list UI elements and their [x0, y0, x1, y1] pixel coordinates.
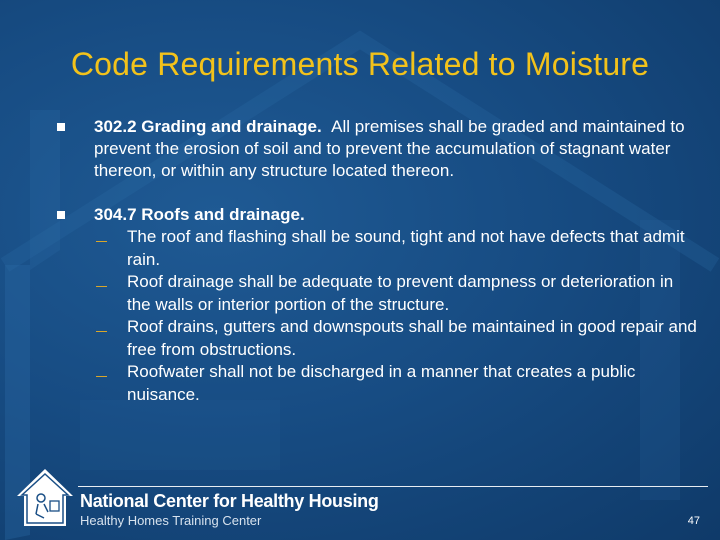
- footer-divider: [78, 486, 708, 487]
- list-item: [94, 361, 697, 406]
- bullet-grading-drainage: [57, 116, 697, 182]
- bullet-heading: 302.2 Grading and drainage.: [94, 117, 322, 136]
- dash-bullet-icon: [96, 331, 107, 332]
- slide-content: [57, 116, 697, 406]
- bullet-heading: 304.7 Roofs and drainage.: [94, 205, 305, 224]
- list-item-text: The roof and flashing shall be sound, tight and not have defects that admit rain.: [127, 227, 685, 269]
- roof-requirements-list: [94, 226, 697, 406]
- slide-title: Code Requirements Related to Moisture: [70, 46, 650, 82]
- list-item: [94, 271, 697, 316]
- dash-bullet-icon: [96, 286, 107, 287]
- bullet-text: All premises shall be graded and maintained to prevent the erosion of soil and to prevent the accumulation of stagnant water thereon, or within any structure located thereon.: [94, 117, 685, 180]
- bullet-roofs-drainage: [57, 204, 697, 406]
- organization-name: National Center for Healthy Housing: [80, 491, 379, 511]
- list-item-text: Roofwater shall not be discharged in a manner that creates a public nuisance.: [127, 362, 636, 404]
- square-bullet-icon: [57, 123, 65, 131]
- page-number: 47: [687, 515, 700, 527]
- dash-bullet-icon: [96, 376, 107, 377]
- square-bullet-icon: [57, 211, 65, 219]
- list-item: [94, 226, 697, 271]
- list-item: [94, 316, 697, 361]
- list-item-text: Roof drainage shall be adequate to prevent dampness or deterioration in the walls or interior portion of the structure.: [127, 272, 674, 314]
- dash-bullet-icon: [96, 241, 107, 242]
- house-logo-icon: [14, 466, 76, 530]
- organization-subtitle: Healthy Homes Training Center: [80, 513, 262, 528]
- list-item-text: Roof drains, gutters and downspouts shall be maintained in good repair and free from obstructions.: [127, 317, 697, 359]
